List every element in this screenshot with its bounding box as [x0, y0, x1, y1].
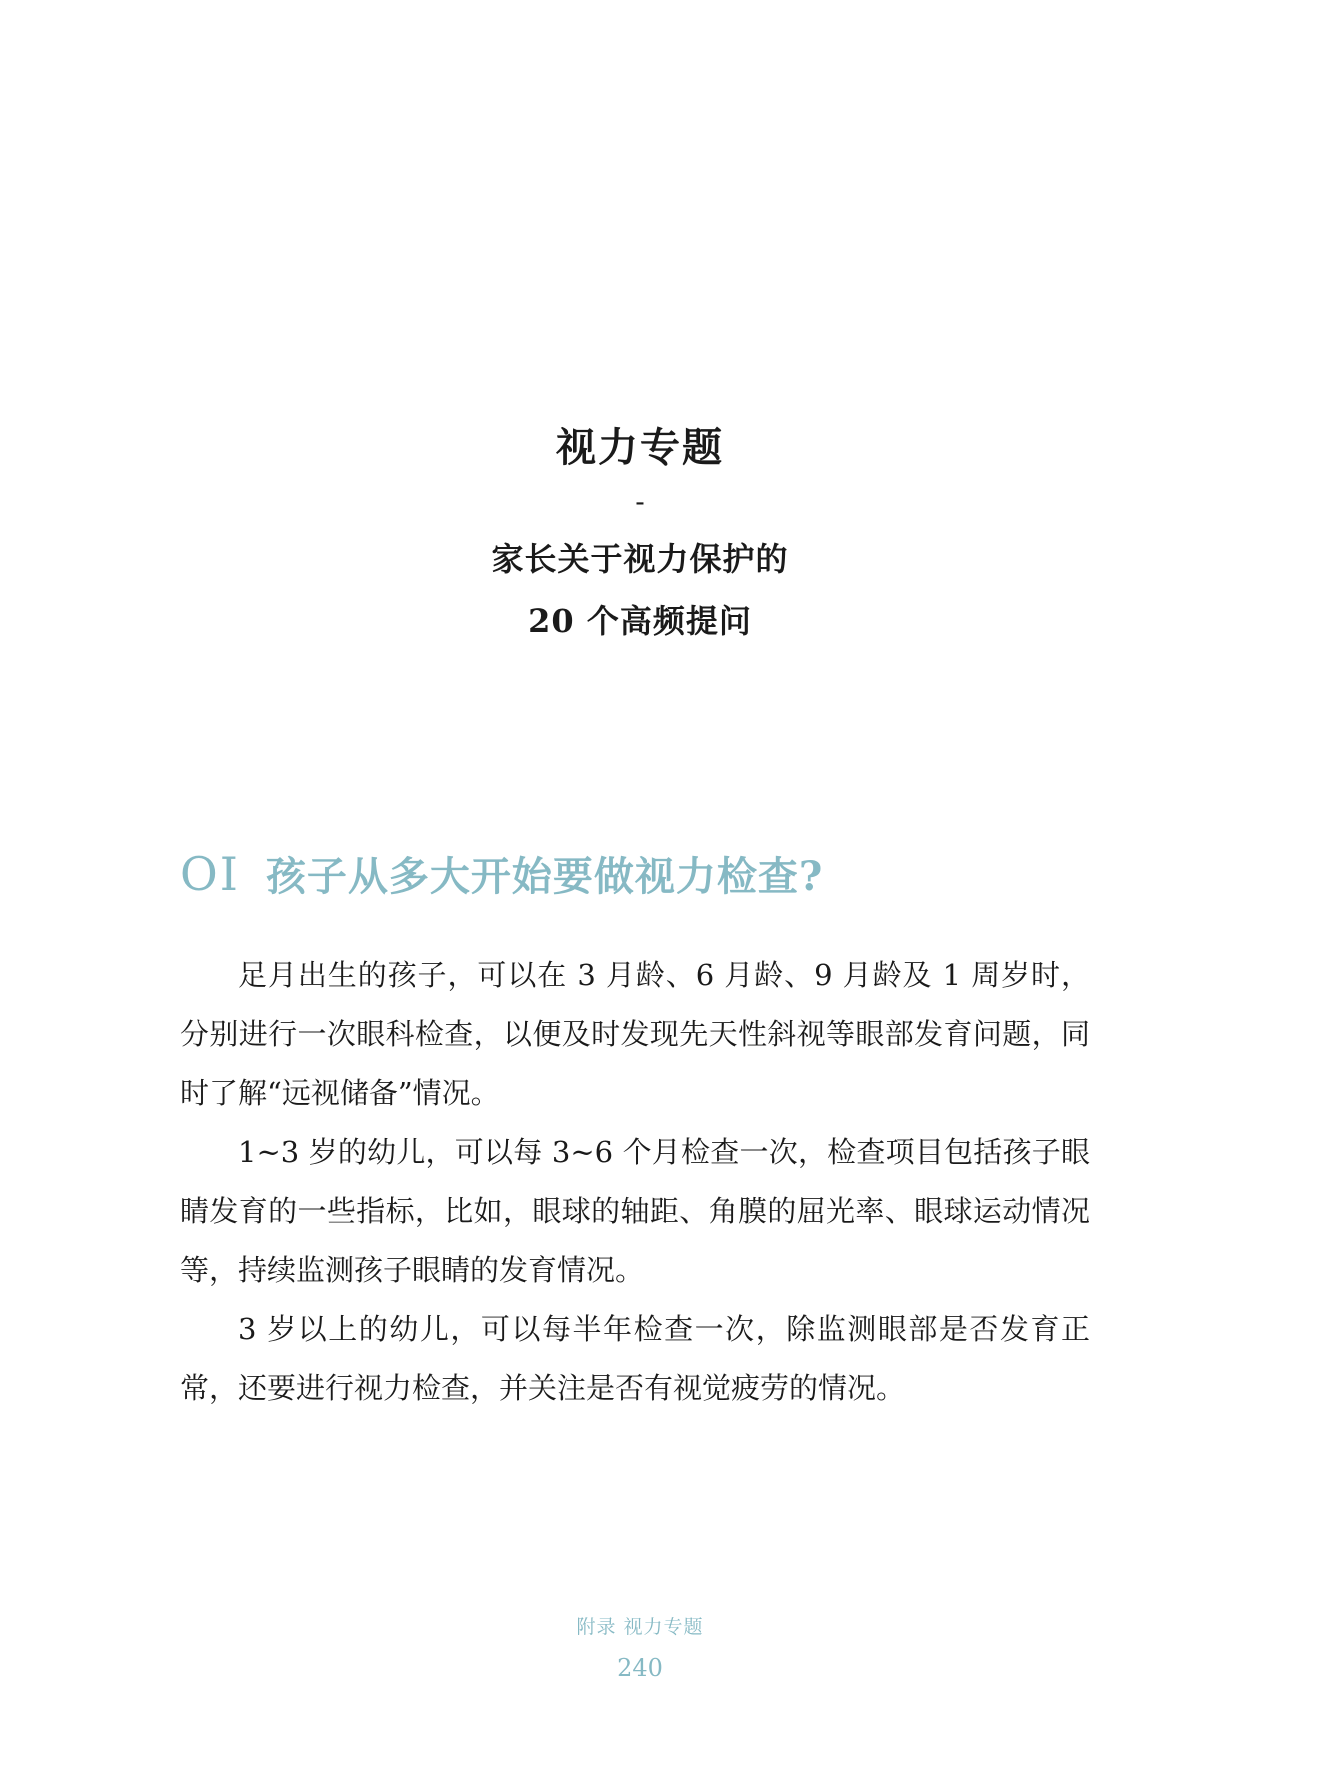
- title-block: [0, 418, 1280, 652]
- paragraph-2: 1~3 岁的幼儿，可以每 3~6 个月检查一次，检查项目包括孩子眼睛发育的一些指标，比如，眼球的轴距、角膜的屈光率、眼球运动情况等，持续监测孩子眼睛的发育情况。: [180, 1135, 1090, 1287]
- page-title: 视力专题: [556, 424, 724, 471]
- footer-section-label: 附录 视力专题: [576, 1616, 704, 1638]
- answer-body: [180, 946, 1090, 1418]
- question-heading: [180, 845, 823, 902]
- subtitle-line-1: 家长关于视力保护的: [491, 540, 789, 578]
- question-text: 孩子从多大开始要做视力检查?: [265, 853, 824, 900]
- title-dash: -: [635, 485, 645, 518]
- paragraph-3: 3 岁以上的幼儿，可以每半年检查一次，除监测眼部是否发育正常，还要进行视力检查，并关注是否有视觉疲劳的情况。: [180, 1312, 1090, 1405]
- question-number: OI: [180, 847, 240, 901]
- page-footer: [0, 1612, 1280, 1686]
- paragraph-1: 足月出生的孩子，可以在 3 月龄、6 月龄、9 月龄及 1 周岁时，分别进行一次眼科检查，以便及时发现先天性斜视等眼部发育问题，同时了解“远视储备”情况。: [180, 958, 1090, 1110]
- subtitle-line-2: 20 个高频提问: [528, 602, 752, 640]
- page-number: 240: [617, 1654, 663, 1682]
